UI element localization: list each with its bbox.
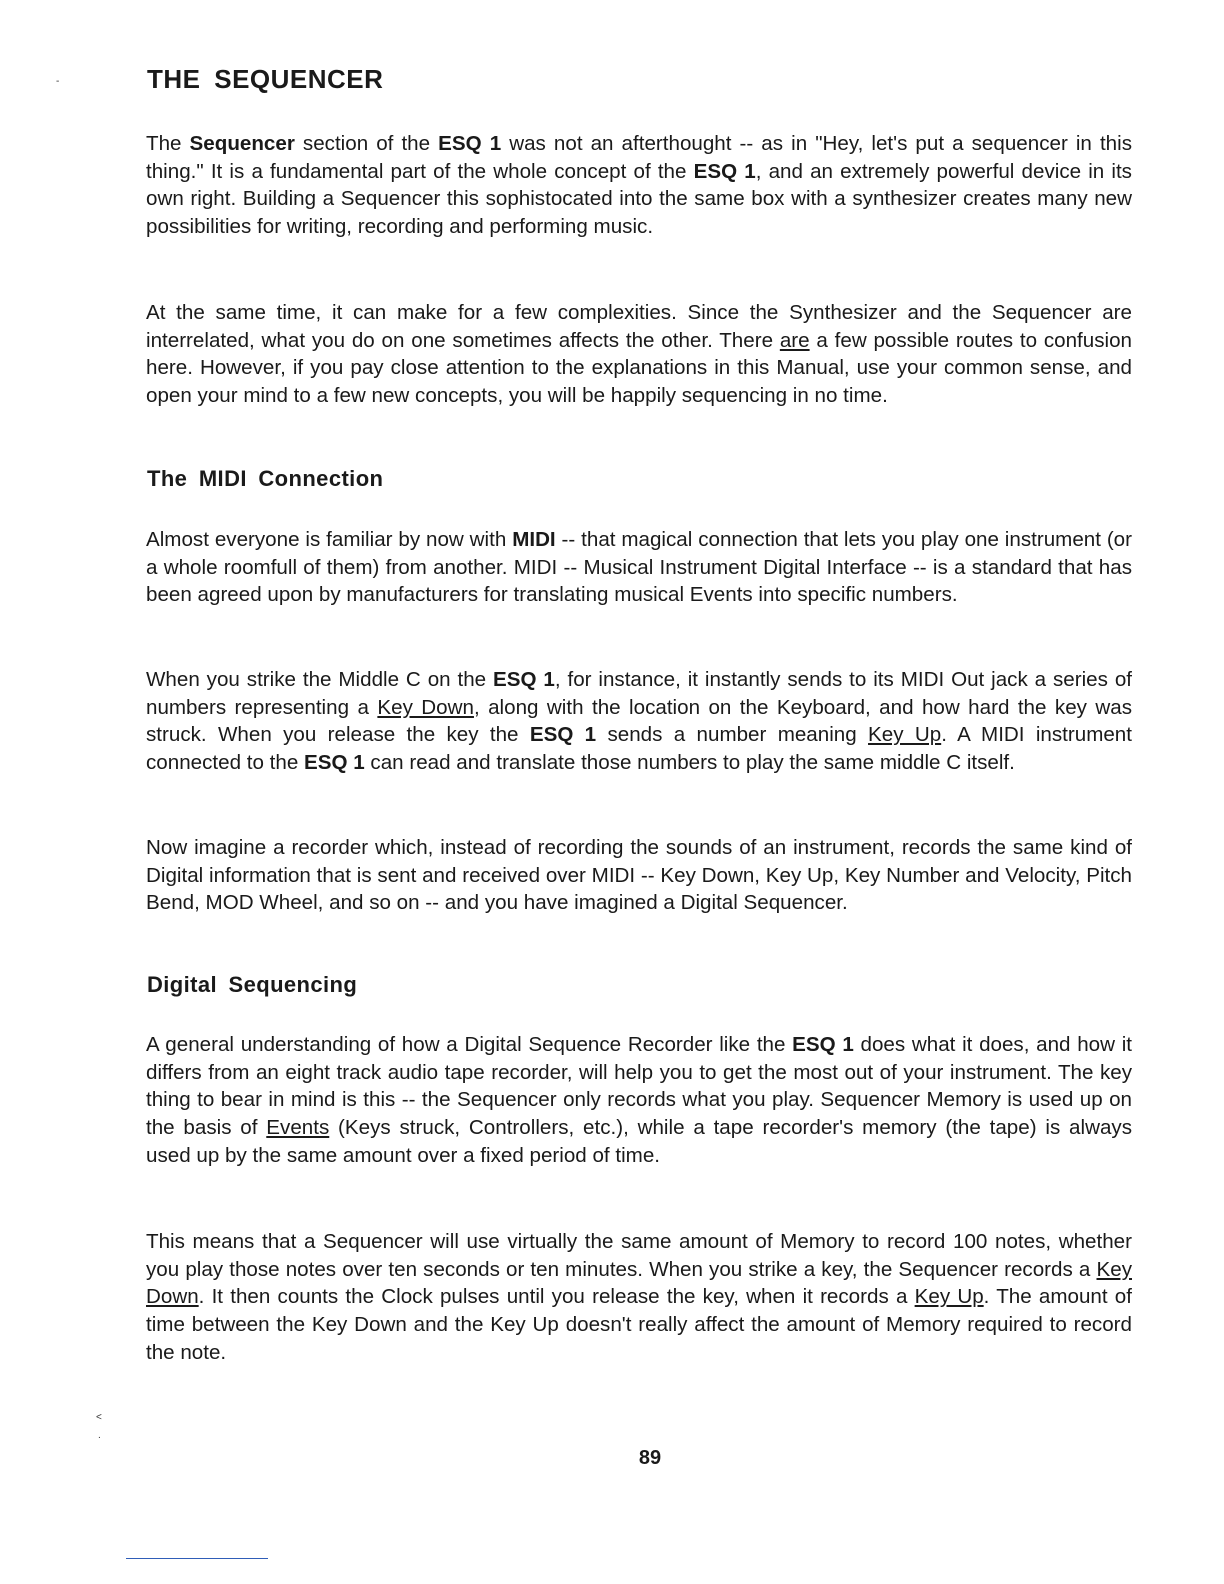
text-run: -- that magical connection that lets you play one instrument (or a whole roomfull of them) from another. MIDI -- Musical Instrument Digital Interface -- is a standard that has been agreed upon by manufacturers for translating musical Events into specific numbers. [146, 528, 1132, 607]
intro-paragraph-1 [146, 130, 1132, 241]
bold-term: ESQ 1 [693, 159, 756, 183]
bold-term: ESQ 1 [304, 751, 365, 775]
bold-term: ESQ 1 [438, 132, 502, 155]
underlined-term: Key Down [146, 1257, 1132, 1309]
text-run: Now imagine a recorder which, instead of recording the sounds of an instrument, records the same kind of Digital information that is sent and received over MIDI -- Key Down, Key Up, Key Number and Velocity, Pitch Bend, MOD Wheel, and so on -- and you have imagined a Digital Sequencer. [146, 836, 1132, 915]
digital-paragraph-2 [146, 1228, 1132, 1367]
bold-term: ESQ 1 [792, 1033, 854, 1056]
text-run: This means that a Sequencer will use virtually the same amount of Memory to record 100 notes, whether you play those notes over ten seconds or ten minutes. When you strike a key, the Sequencer records a [146, 1230, 1132, 1281]
text-run: A general understanding of how a Digital Sequence Recorder like the [146, 1033, 793, 1056]
text-run: can read and translate those numbers to play the same middle C itself. [364, 751, 1015, 775]
text-run: was not an afterthought -- as in "Hey, let's put a sequencer in this thing." It is a fundamental part of the whole concept of the [146, 132, 1132, 183]
underlined-term: Key Up [868, 723, 942, 747]
underlined-term: Events [266, 1116, 330, 1140]
section-heading-digital-sequencing: Digital Sequencing [147, 972, 358, 997]
text-run: section of the [294, 132, 439, 155]
intro-paragraph-2 [146, 299, 1132, 410]
footer-rule [126, 1558, 268, 1559]
digital-paragraph-1 [146, 1031, 1132, 1170]
margin-mark-left-1: < [96, 1412, 102, 1423]
text-run: At the same time, it can make for a few complexities. Since the Synthesizer and the Sequencer are interrelated, what you do on one sometimes affects the other. There [146, 301, 1132, 352]
bold-term: ESQ 1 [529, 723, 597, 747]
text-run: The [146, 132, 190, 155]
underlined-term: Key Down [377, 695, 474, 719]
text-run: does what it does, and how it differs from an eight track audio tape recorder, will help you to get the most out of your instrument. The key thing to bear in mind is this -- the Sequencer only records what you play. Sequencer Memory is used up on the basis of [146, 1033, 1132, 1140]
bold-term: MIDI [512, 528, 556, 551]
page-title: THE SEQUENCER [147, 64, 384, 94]
margin-mark-left-2: . [98, 1430, 101, 1441]
text-run: . It then counts the Clock pulses until you release the key, when it records a [198, 1285, 915, 1309]
bold-term: Sequencer [189, 132, 295, 155]
text-run: , for instance, it instantly sends to its MIDI Out jack a series of numbers representing a [146, 668, 1132, 719]
bold-term: ESQ 1 [493, 668, 555, 691]
text-run: a few possible routes to confusion here. However, if you pay close attention to the explanations in this Manual, use your common sense, and open your mind to a few new concepts, you will be happily sequencing in no time. [146, 328, 1132, 408]
midi-paragraph-2 [146, 666, 1132, 777]
text-run: , and an extremely powerful device in its own right. Building a Sequencer this sophistocated into the same box with a synthesizer creates many new possibilities for writing, recording and performing music. [146, 159, 1132, 239]
section-heading-midi-connection: The MIDI Connection [147, 466, 384, 491]
margin-mark-top: - [56, 76, 60, 87]
midi-paragraph-1 [146, 526, 1132, 609]
underlined-term: Key Up [914, 1285, 984, 1309]
text-run: When you strike the Middle C on the [146, 668, 494, 691]
text-run: Almost everyone is familiar by now with [146, 528, 513, 551]
page-number: 89 [638, 1447, 662, 1469]
text-run: . The amount of time between the Key Down and the Key Up doesn't really affect the amount of Memory required to record the note. [146, 1285, 1132, 1364]
text-run: , along with the location on the Keyboard, and how hard the key was struck. When you release the key the [146, 695, 1133, 747]
text-run: sends a number meaning [596, 723, 869, 747]
underlined-term: are [779, 328, 810, 352]
text-run: (Keys struck, Controllers, etc.), while a tape recorder's memory (the tape) is always used up by the same amount over a fixed period of time. [146, 1116, 1132, 1167]
text-run: . A MIDI instrument connected to the [146, 723, 1132, 775]
midi-paragraph-3 [146, 834, 1132, 917]
